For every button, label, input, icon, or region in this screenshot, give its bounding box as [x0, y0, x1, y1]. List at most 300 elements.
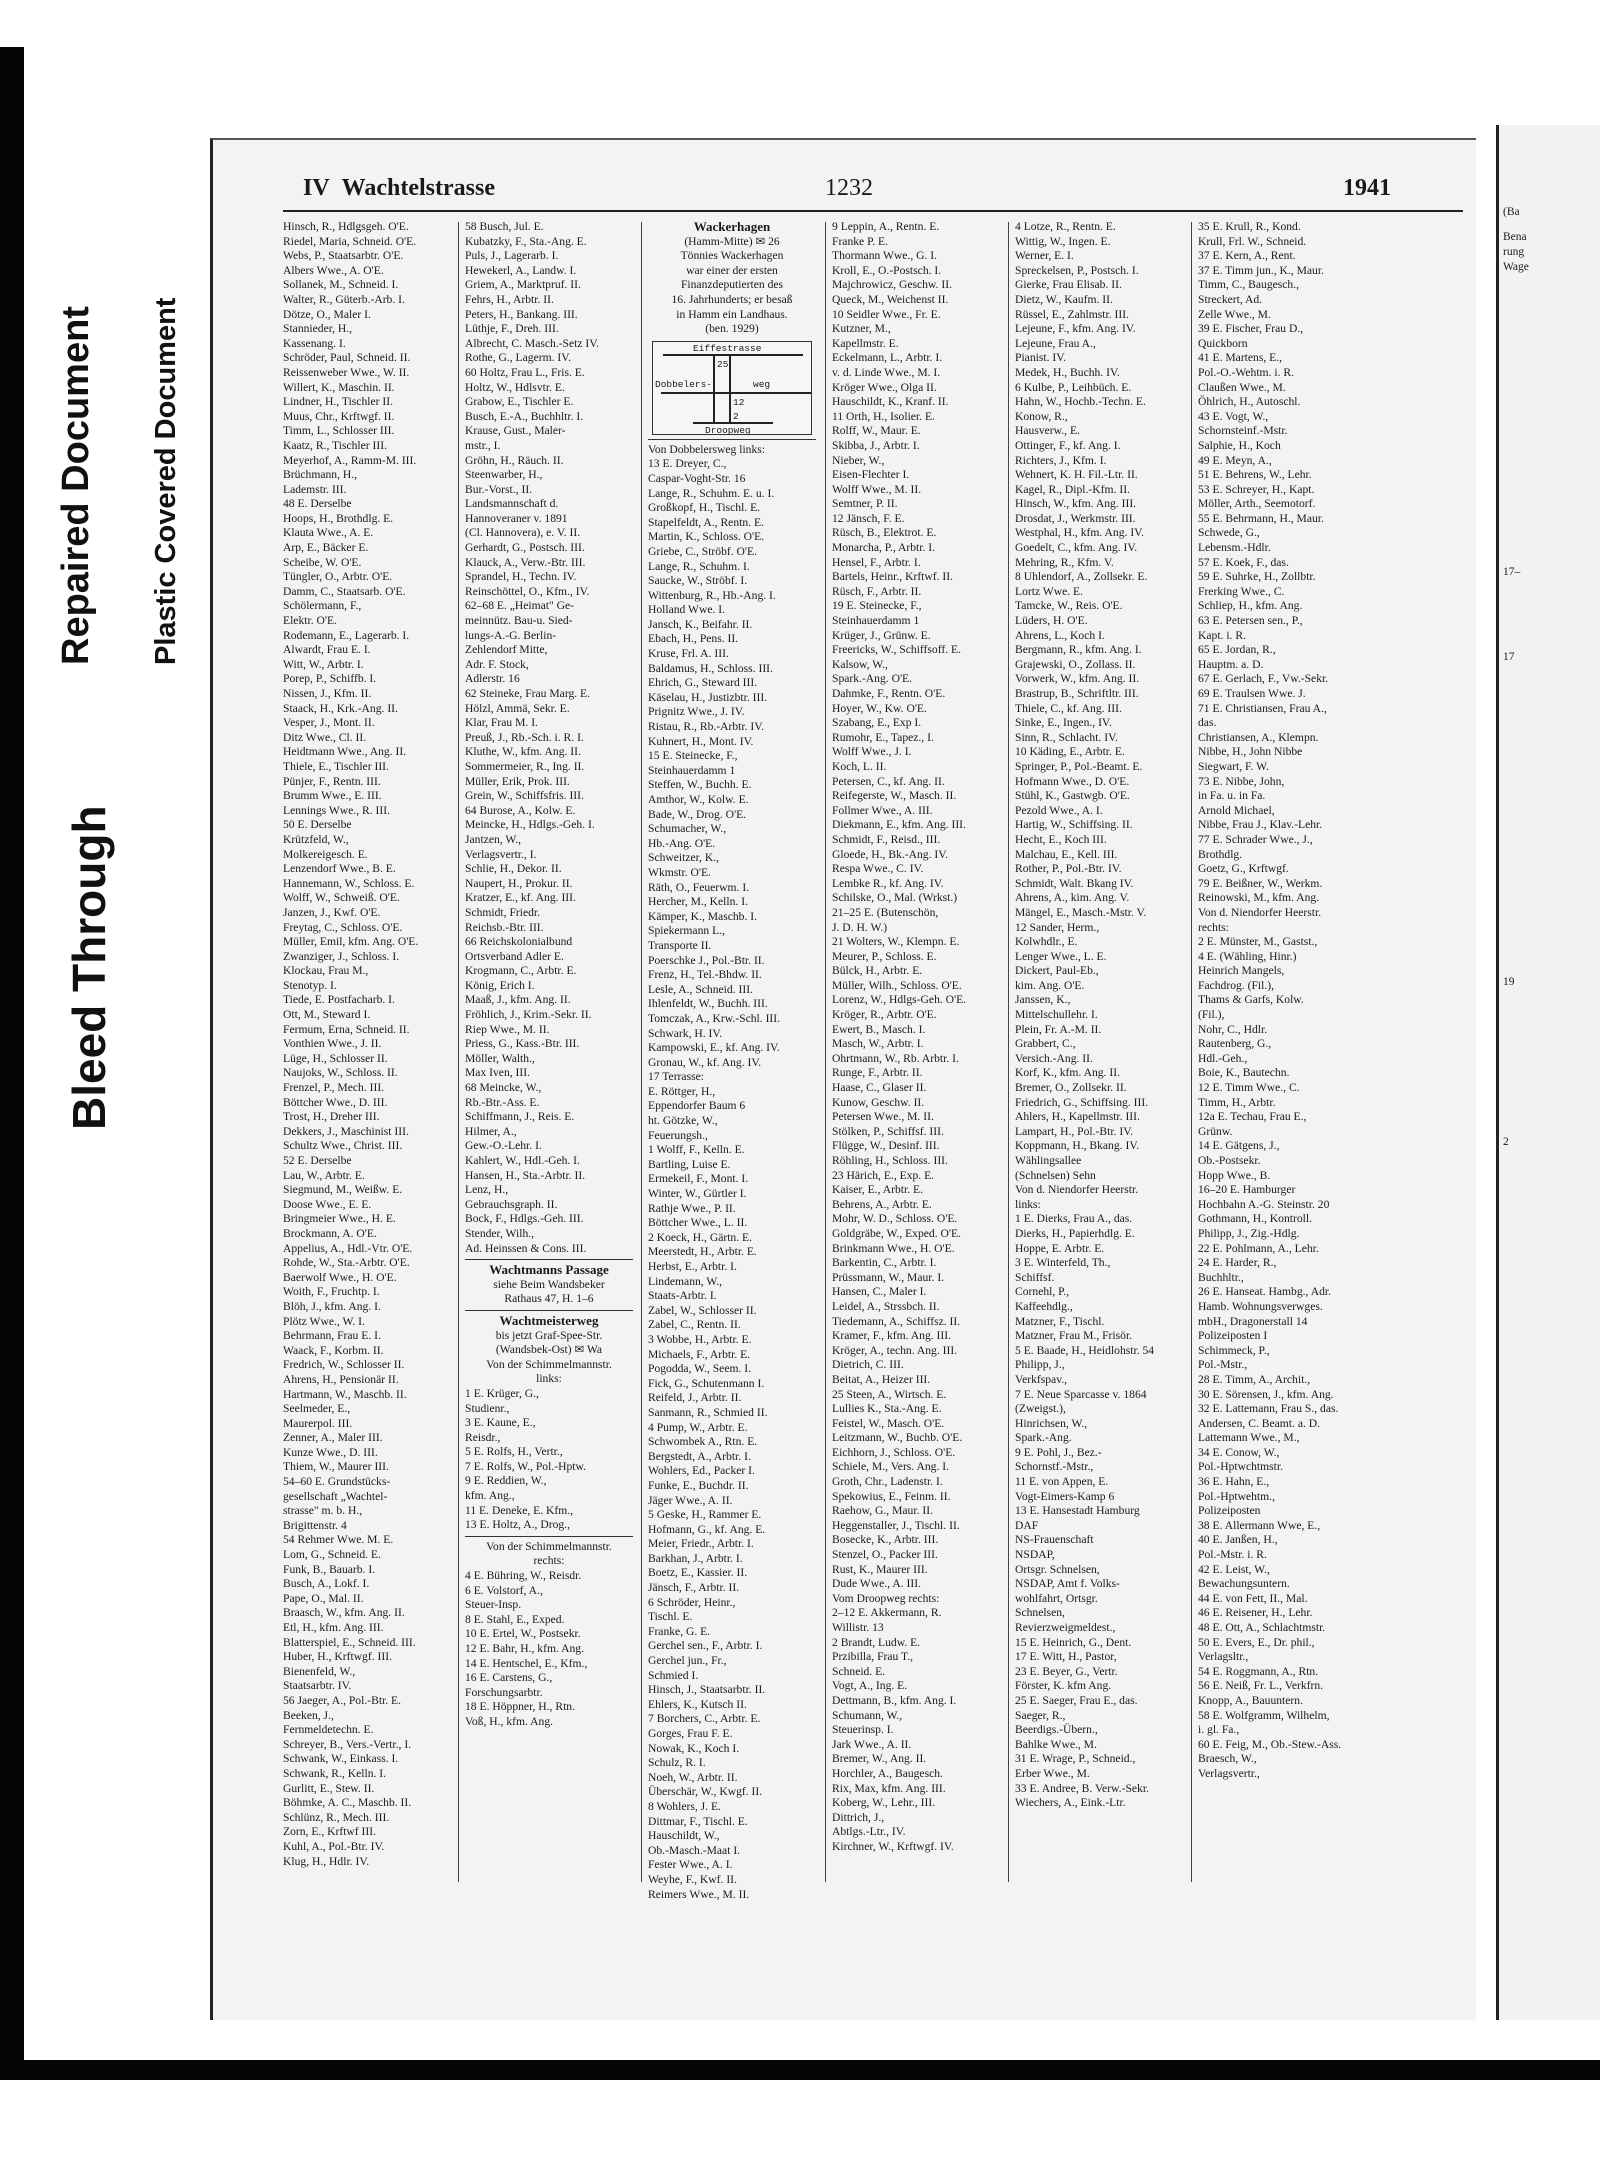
directory-entry: Fick, G., Schutenmann I. [648, 1376, 765, 1390]
directory-entry: Hewekerl, A., Landw. I. [465, 263, 577, 277]
next-page-fragment: rung [1503, 246, 1525, 258]
directory-entry: Maurerpol. III. [283, 1416, 353, 1430]
directory-entry: Willistr. 13 [832, 1621, 884, 1634]
directory-entry: Raehow, G., Maur. II. [832, 1504, 933, 1518]
directory-entry: Rüsch, B., Elektrot. E. [832, 526, 937, 540]
directory-entry: Schröder, Paul, Schneid. II. [283, 351, 411, 365]
directory-entry: Franke P. E. [832, 234, 889, 248]
directory-entry: 1 Wolff, F., Kelln. E. [648, 1143, 745, 1157]
directory-entry: Bremer, O., Zollsekr. II. [1015, 1081, 1127, 1095]
directory-entry: Dahmke, F., Rentn. O'E. [832, 687, 946, 700]
directory-entry: Steinhauerdamm 1 [832, 614, 920, 628]
directory-entry: Schölermann, F., [283, 599, 362, 613]
directory-entry: 4 Lotze, R., Rentn. E. [1015, 220, 1116, 233]
directory-entry: Fermum, Erna, Schneid. II. [283, 1022, 410, 1036]
column-divider [1191, 222, 1192, 1882]
directory-entry: Baldamus, H., Schloss. III. [648, 661, 773, 675]
directory-entry: Lom, G., Schneid. E. [283, 1548, 381, 1562]
directory-entry: Steffen, W., Buchh. E. [648, 778, 752, 792]
directory-entry: Hochbahn A.-G. Steinstr. 20 [1198, 1197, 1330, 1211]
directory-entry: Bade, W., Drog. O'E. [648, 807, 747, 821]
directory-entry: 4 E. Bühring, W., Reisdr. [465, 1569, 582, 1583]
directory-entry: Kröger, A., techn. Ang. III. [832, 1343, 958, 1357]
directory-entry: Steenwarber, H., [465, 468, 543, 482]
directory-entry: Käselau, H., Justizbtr. III. [648, 690, 768, 704]
directory-entry: Schwank, W., Einkass. I. [283, 1752, 399, 1766]
directory-entry: Lenger Wwe., L. E. [1015, 949, 1107, 963]
header-street: Wachtelstrasse [341, 175, 495, 201]
box-line: Tönnies Wackerhagen [680, 249, 784, 263]
box-line: 16. Jahrhunderts; er besaß [671, 292, 793, 306]
directory-entry: Hamb. Wohnungsverwges. [1198, 1299, 1323, 1313]
directory-entry: 6 E. Volstorf, A., [465, 1583, 543, 1597]
directory-entry: Michaels, F., Arbtr. E. [648, 1347, 751, 1361]
directory-entry: Elektr. O'E. [283, 614, 337, 628]
directory-entry: Rüsch, F., Arbtr. II. [832, 584, 922, 598]
directory-entry: Poerschke J., Pol.-Btr. II. [648, 953, 765, 967]
directory-entry: Nissen, J., Kfm. II. [283, 687, 372, 700]
directory-entry: Etl, H., kfm. Ang. III. [283, 1621, 384, 1634]
directory-entry: 66 Reichskolonialbund [465, 935, 573, 949]
directory-entry: Thiem, W., Maurer III. [283, 1460, 389, 1474]
directory-entry: Stölken, P., Schiffsf. III. [832, 1124, 944, 1138]
directory-entry: Bringmeier Wwe., H. E. [283, 1212, 396, 1226]
directory-entry: Ottinger, F., kf. Ang. I. [1015, 438, 1121, 452]
directory-entry: 12 E. Bahr, H., kfm. Ang. [465, 1642, 585, 1655]
directory-entry: Blöh, J., kfm. Ang. I. [283, 1299, 381, 1313]
directory-entry: 68 Meincke, W., [465, 1081, 542, 1095]
directory-entry: Kaffeehdlg., [1015, 1299, 1073, 1313]
column-divider [641, 222, 642, 1882]
directory-entry: Zwanziger, J., Schloss. I. [283, 949, 400, 963]
directory-entry: Griebe, C., Ströbf. O'E. [648, 544, 757, 558]
directory-entry: Dettmann, B., kfm. Ang. I. [832, 1693, 957, 1707]
directory-entry: Verlagsvertr., I. [465, 847, 537, 861]
directory-entry: Ott, M., Steward I. [283, 1008, 371, 1022]
directory-entry: 23 Härich, E., Exp. E. [832, 1168, 935, 1182]
directory-entry: Tamcke, W., Reis. O'E. [1015, 599, 1123, 613]
directory-entry: Gerchel sen., F., Arbtr. I. [648, 1639, 763, 1653]
directory-entry: Barkentin, C., Arbtr. I. [832, 1256, 937, 1270]
directory-entry: Hahn, W., Hochb.-Techn. E. [1015, 395, 1146, 409]
directory-entry: Lennings Wwe., R. III. [283, 803, 391, 817]
directory-entry: Freericks, W., Schiffsoff. E. [832, 643, 962, 657]
directory-entry: Schiffmann, J., Reis. E. [465, 1110, 575, 1124]
directory-entry: 11 Orth, H., Isolier. E. [832, 409, 935, 423]
directory-entry: Steuerinsp. I. [832, 1723, 894, 1737]
directory-entry: Reifeld, J., Arbtr. II. [648, 1391, 742, 1405]
directory-entry: Medek, H., Buchh. IV. [1015, 365, 1120, 379]
column-divider [1008, 222, 1009, 1882]
directory-entry: Brumm Wwe., E. III. [283, 789, 382, 803]
directory-entry: Tomczak, A., Krw.-Schl. III. [648, 1011, 781, 1025]
directory-entry: Springer, P., Pol.-Beamt. E. [1015, 759, 1143, 773]
directory-entry: Transporte II. [648, 938, 712, 952]
directory-entry: Ohrtmann, W., Rb. Arbtr. I. [832, 1051, 959, 1065]
directory-entry: Rother, P., Pol.-Btr. IV. [1015, 862, 1122, 876]
directory-entry: Albers Wwe., A. O'E. [283, 263, 384, 277]
directory-entry: Pogodda, W., Seem. I. [648, 1362, 752, 1376]
directory-entry: Monarcha, P., Arbtr. I. [832, 541, 936, 555]
directory-entry: 12a E. Techau, Frau E., [1198, 1110, 1307, 1124]
directory-entry: Krull, Frl. W., Schneid. [1198, 234, 1307, 248]
directory-entry: 17 Terrasse: [648, 1070, 704, 1084]
directory-entry: Zabel, W., Schlosser II. [648, 1303, 757, 1317]
directory-entry: Zorn, E., Krftwf III. [283, 1825, 377, 1839]
directory-entry: Schumacher, W., [648, 822, 727, 836]
directory-entry: 4 Pump, W., Arbtr. E. [648, 1420, 748, 1434]
directory-entry: Großkopf, H., Tischl. E. [648, 501, 761, 515]
directory-entry: Bahlke Wwe., M. [1015, 1737, 1097, 1751]
directory-entry: 35 E. Krull, R., Kond. [1198, 220, 1301, 233]
directory-entry: Wolff, W., Schweiß. O'E. [283, 891, 400, 905]
box-rule [465, 1259, 633, 1260]
directory-entry: Dierks, H., Papierhdlg. E. [1015, 1226, 1135, 1240]
directory-entry: Dude Wwe., A. III. [832, 1577, 921, 1591]
directory-entry: König, Erich I. [465, 978, 535, 992]
directory-entry: 73 E. Nibbe, John, [1198, 774, 1285, 788]
directory-entry: Bienenfeld, W., [283, 1664, 356, 1678]
section-number: IV [303, 175, 330, 201]
directory-entry: Nibbe, H., John Nibbe [1198, 745, 1303, 759]
directory-entry: Werner, E. I. [1015, 249, 1074, 263]
scan-left-border [0, 47, 24, 2077]
directory-entry: Schweitzer, K., [648, 851, 720, 865]
directory-entry: 71 E. Christiansen, Frau A., [1198, 701, 1327, 715]
directory-entry: 7 E. Neue Sparcasse v. 1864 [1015, 1387, 1147, 1401]
directory-entry: Rust, K., Maurer III. [832, 1562, 928, 1576]
directory-entry: Verlagsvertr., [1198, 1766, 1260, 1780]
directory-entry: Horchler, A., Baugesch. [832, 1766, 943, 1780]
directory-entry: Ewert, B., Masch. I. [832, 1022, 926, 1036]
directory-entry: Janzen, J., Kwf. O'E. [283, 905, 381, 919]
directory-entry: Przibilla, Frau T., [832, 1650, 914, 1664]
directory-entry: Hinsch, W., kfm. Ang. III. [1015, 497, 1137, 511]
directory-entry: Brigittenstr. 4 [283, 1518, 347, 1532]
directory-entry: Kruse, Frl. A. III. [648, 647, 729, 661]
directory-entry: Timm, H., Arbtr. [1198, 1095, 1276, 1109]
directory-entry: Stapelfeldt, A., Rentn. E. [648, 515, 764, 529]
directory-entry: Reissenweber Wwe., W. II. [283, 365, 410, 379]
directory-entry: Haase, C., Glaser II. [832, 1081, 927, 1095]
directory-entry: gesellschaft „Wachtel- [283, 1489, 388, 1503]
directory-entry: 5 E. Rolfs, H., Vertr., [465, 1445, 563, 1459]
directory-entry: Forschungsarbtr. [465, 1685, 543, 1699]
directory-entry: Holtz, W., Hdlsvtr. E. [465, 380, 565, 394]
directory-entry: Hilmer, A., [465, 1124, 517, 1138]
directory-entry: Schlie, H., Dekor. II. [465, 862, 562, 876]
directory-entry: Rautenberg, G., [1198, 1037, 1272, 1051]
directory-entry: Frenzel, P., Mech. III. [283, 1081, 385, 1095]
directory-entry: Drosdat, J., Werkmstr. III. [1015, 511, 1136, 525]
column-5 [1015, 220, 1183, 1811]
box-line: (ben. 1929) [705, 322, 759, 336]
directory-entry: Nowak, K., Koch I. [648, 1741, 740, 1755]
directory-entry: Baerwolf Wwe., H. O'E. [283, 1270, 397, 1284]
next-page-fragment: (Ba [1503, 206, 1520, 218]
directory-entry: Kunow, Geschw. II. [832, 1095, 925, 1109]
directory-entry: Rix, Max, kfm. Ang. III. [832, 1781, 946, 1795]
next-page-fragment: 17– [1503, 566, 1521, 578]
directory-entry: Zenner, A., Maler III. [283, 1431, 383, 1445]
directory-entry: Wkmstr. O'E. [648, 865, 711, 879]
directory-entry: Siegwart, F. W. [1198, 759, 1269, 773]
directory-entry: (Zweigst.), [1015, 1402, 1066, 1416]
directory-entry: Knopp, A., Bauuntern. [1198, 1693, 1303, 1707]
directory-entry: Müller, Wilh., Schloss. O'E. [832, 978, 962, 992]
directory-entry: 39 E. Fischer, Frau D., [1198, 322, 1304, 336]
directory-entry: Rumohr, E., Tapez., I. [832, 730, 934, 744]
directory-entry: Griem, A., Marktpruf. II. [465, 278, 581, 292]
directory-entry: Thiele, C., kf. Ang. III. [1015, 701, 1122, 715]
directory-entry: 1 E. Krüger, G., [465, 1386, 539, 1400]
directory-entry: 17 E. Witt, H., Pastor, [1015, 1650, 1117, 1664]
directory-entry: 59 E. Suhrke, H., Zollbtr. [1198, 570, 1316, 584]
directory-entry: Pezold Wwe., A. I. [1015, 803, 1103, 817]
directory-entry: 64 Burose, A., Kolw. E. [465, 803, 576, 817]
directory-entry: Preuß, J., Rb.-Sch. i. R. I. [465, 730, 584, 744]
directory-entry: Hartig, W., Schiffsing. II. [1015, 818, 1133, 832]
directory-entry: Diekmann, E., kfm. Ang. III. [832, 818, 966, 832]
directory-entry: 31 E. Wrage, P., Schneid., [1015, 1752, 1136, 1766]
directory-entry: 3 E. Winterfeld, Th., [1015, 1256, 1111, 1270]
map-road [713, 354, 715, 424]
directory-entry: Bock, F., Hdlgs.-Geh. III. [465, 1212, 584, 1226]
directory-entry: Lejeune, Frau A., [1015, 336, 1096, 350]
directory-entry: 22 E. Pohlmann, A., Lehr. [1198, 1241, 1319, 1255]
directory-entry: Hannoveraner v. 1891 [465, 511, 568, 525]
directory-entry: 50 E. Derselbe [283, 818, 352, 832]
directory-entry: Plein, Fr. A.-M. II. [1015, 1022, 1102, 1036]
directory-entry: Ortsgr. Schnelsen, [1015, 1562, 1100, 1576]
directory-entry: Woith, F., Fruchtp. I. [283, 1285, 380, 1299]
directory-entry: Thams & Garfs, Kolw. [1198, 993, 1304, 1007]
directory-entry: Feistel, W., Masch. O'E. [832, 1416, 945, 1430]
directory-entry: 13 E. Dreyer, C., [648, 457, 727, 471]
directory-entry: Tiedemann, A., Schiffsz. II. [832, 1314, 961, 1328]
directory-entry: E. Röttger, H., [648, 1084, 716, 1098]
directory-entry: Revierzweigmeldest., [1015, 1621, 1116, 1634]
box-title-wachtmanns-passage: Wachtmanns Passage [489, 1263, 609, 1278]
directory-entry: 50 E. Evers, E., Dr. phil., [1198, 1635, 1315, 1649]
directory-entry: Gorges, Frau F. E. [648, 1727, 733, 1740]
directory-entry: Reichsb.-Btr. III. [465, 920, 544, 934]
map-label-droopweg: Droopweg [705, 424, 751, 436]
directory-entry: Lange, R., Schuhm. I. [648, 559, 750, 573]
directory-entry: Zehlendorf Mitte, [465, 643, 548, 657]
directory-entry: Hinsch, J., Staatsarbtr. II. [648, 1683, 766, 1697]
directory-entry: Winter, W., Gürtler I. [648, 1187, 747, 1201]
directory-entry: Muus, Chr., Krftwgf. II. [283, 409, 395, 423]
directory-entry: Eichhorn, J., Schloss. O'E. [832, 1445, 956, 1459]
directory-entry: links: [1015, 1197, 1041, 1211]
directory-entry: Lortz Wwe. E. [1015, 584, 1084, 598]
directory-entry: 14 E. Gätgens, J., [1198, 1139, 1280, 1153]
directory-entry: 62 Steineke, Frau Marg. E. [465, 687, 591, 700]
directory-entry: 56 Jaeger, A., Pol.-Btr. E. [283, 1693, 402, 1707]
directory-entry: Schneid. E. [832, 1664, 886, 1678]
directory-entry: Schreyer, B., Vers.-Vertr., I. [283, 1737, 412, 1751]
directory-entry: Hoppe, E. Arbtr. E. [1015, 1241, 1105, 1255]
directory-entry: Schmidt, F., Reisd., III. [832, 832, 941, 846]
directory-entry: Riedel, Maria, Schneid. O'E. [283, 234, 417, 248]
directory-entry: Flügge, W., Desinf. III. [832, 1139, 940, 1153]
next-page-fragment: Bena [1503, 231, 1527, 243]
directory-entry: Kramer, F., kfm. Ang. III. [832, 1329, 952, 1343]
directory-entry: Dietz, W., Kaufm. II. [1015, 292, 1113, 306]
directory-entry: Doose Wwe., E. E. [283, 1197, 372, 1211]
directory-entry: NSDAP, [1015, 1548, 1055, 1562]
directory-entry: 2 E. Münster, M., Gastst., [1198, 935, 1318, 949]
directory-entry: 54 Rehmer Wwe. M. E. [283, 1533, 394, 1547]
directory-entry: 9 E. Reddien, W., [465, 1474, 547, 1488]
directory-entry: Ortsverband Adler E. [465, 949, 564, 963]
directory-entry: Meier, Friedr., Arbtr. I. [648, 1537, 754, 1551]
directory-entry: Schlünz, R., Mech. III. [283, 1810, 390, 1824]
directory-entry: Webs, P., Staatsarbtr. O'E. [283, 249, 404, 263]
directory-entry: Von Dobbelersweg links: [648, 442, 766, 456]
directory-entry: NSDAP, Amt f. Volks- [1015, 1577, 1120, 1591]
directory-entry: lungs-A.-G. Berlin- [465, 628, 557, 642]
directory-entry: 33 E. Andree, B. Verw.-Sekr. [1015, 1781, 1149, 1795]
directory-entry: Ad. Heinssen & Cons. III. [465, 1241, 587, 1255]
directory-entry: Albrecht, C. Masch.-Setz IV. [465, 336, 600, 350]
directory-entry: Reinschöttel, O., Kfm., IV. [465, 584, 590, 598]
directory-entry: Petersen Wwe., M. II. [832, 1110, 934, 1124]
directory-entry: Thiele, E., Tischler III. [283, 759, 389, 773]
directory-entry: 40 E. Janßen, H., [1198, 1533, 1278, 1547]
directory-entry: das. [1198, 716, 1217, 730]
directory-entry: Adr. F. Stock, [465, 657, 529, 671]
directory-entry: Lampart, H., Pol.-Btr. IV. [1015, 1124, 1133, 1138]
directory-entry: Staats-Arbtr. I. [648, 1289, 717, 1303]
directory-entry: 79 E. Beißner, W., Werkm. [1198, 876, 1323, 890]
directory-entry: Bur.-Vorst., II. [465, 482, 533, 496]
directory-entry: Lademstr. III. [283, 482, 347, 496]
directory-entry: Arp, E., Bäcker E. [283, 541, 369, 555]
directory-entry: Ob.-Masch.-Maat I. [648, 1843, 741, 1857]
directory-entry: Riep Wwe., M. II. [465, 1022, 550, 1036]
directory-entry: 42 E. Leist, W., [1198, 1562, 1270, 1576]
directory-entry: Martin, K., Schloss. O'E. [648, 530, 765, 544]
directory-entry: Meurer, P., Schloss. E. [832, 949, 937, 963]
directory-entry: Müller, Erik, Prok. III. [465, 774, 570, 788]
map-label-weg: weg [753, 378, 771, 390]
directory-entry: Jark Wwe., A. II. [832, 1737, 912, 1751]
directory-entry: Gierke, Frau Elisab. II. [1015, 278, 1122, 292]
directory-entry: 65 E. Jordan, R., [1198, 643, 1276, 657]
map-road [729, 354, 731, 424]
directory-entry: 41 E. Martens, E., [1198, 351, 1283, 365]
directory-entry: Verkfspav., [1015, 1372, 1068, 1386]
directory-entry: Schmidt, Walt. Bkang IV. [1015, 876, 1134, 890]
directory-entry: 12 Jänsch, F. E. [832, 511, 905, 525]
box-rule [465, 1310, 633, 1311]
directory-entry: Fredrich, W., Schlosser II. [283, 1358, 405, 1372]
directory-entry: Lullies K., Sta.-Ang. E. [832, 1402, 942, 1416]
directory-entry: Seelmeder, E., [283, 1402, 351, 1416]
directory-entry: Kolwhdlr., E. [1015, 935, 1078, 949]
next-page-edge [1496, 125, 1600, 2020]
header-year: 1941 [1343, 175, 1391, 201]
directory-entry: Schwombek A., Rtn. E. [648, 1435, 758, 1449]
directory-entry: Wolff Wwe., J. I. [832, 745, 912, 759]
directory-entry: 58 Busch, Jul. E. [465, 220, 544, 233]
directory-entry: Runge, F., Arbtr. II. [832, 1066, 923, 1080]
directory-entry: 9 E. Pohl, J., Bez.- [1015, 1445, 1102, 1459]
next-page-fragment: 2 [1503, 1136, 1509, 1148]
directory-entry: Gronau, W., kf. Ang. IV. [648, 1055, 762, 1069]
directory-entry: 48 E. Derselbe [283, 497, 352, 511]
directory-entry: 2–12 E. Akkermann, R. [832, 1606, 942, 1620]
directory-entry: Plötz Wwe., W. I. [283, 1314, 365, 1328]
directory-entry: 8 Wohlers, J. E. [648, 1799, 721, 1813]
directory-entry: Grein, W., Schiffsfris. III. [465, 789, 584, 803]
directory-entry: Gew.-O.-Lehr. I. [465, 1139, 542, 1153]
directory-entry: Erber Wwe., M. [1015, 1766, 1090, 1780]
directory-entry: Bewachungsuntern. [1198, 1577, 1290, 1591]
directory-entry: 14 E. Hentschel, E., Kfm., [465, 1656, 588, 1670]
directory-entry: Staack, H., Krk.-Ang. II. [283, 701, 398, 715]
directory-entry: Kuhl, A., Pol.-Btr. IV. [283, 1839, 385, 1853]
directory-entry: Beeken, J., [283, 1708, 334, 1722]
directory-entry: Andersen, C. Beamt. a. D. [1198, 1416, 1321, 1430]
directory-entry: Sinke, E., Ingen., IV. [1015, 716, 1112, 730]
directory-entry: Goetz, G., Krftwgf. [1198, 862, 1289, 876]
directory-entry: Hauptm. a. D. [1198, 657, 1264, 671]
directory-entry: Hannemann, W., Schloss. E. [283, 876, 415, 890]
directory-entry: Wolff Wwe., M. II. [832, 482, 922, 496]
column-4 [832, 220, 1000, 1855]
directory-entry: Möller, Walth., [465, 1051, 535, 1065]
directory-entry: Schwede, G., [1198, 526, 1260, 540]
directory-entry: Dietrich, C. III. [832, 1358, 904, 1372]
directory-entry: Matzner, Frau M., Frisör. [1015, 1329, 1133, 1343]
map-label-dobbelersweg: Dobbelers- [655, 378, 713, 390]
directory-entry: 4 E. (Wähling, Hinr.) [1198, 949, 1297, 963]
directory-entry: 37 E. Timm jun., K., Maur. [1198, 263, 1324, 277]
directory-entry: Klug, H., Hdlr. IV. [283, 1854, 370, 1868]
directory-entry: 57 E. Koek, F., das. [1198, 555, 1289, 569]
directory-entry: Queck, M., Weichenst II. [832, 292, 949, 306]
column-divider [458, 222, 459, 1882]
directory-entry: 3 E. Kaune, E., [465, 1416, 536, 1430]
directory-entry: Waack, F., Korbm. II. [283, 1343, 384, 1357]
directory-entry: 10 E. Ertel, W., Postsekr. [465, 1627, 581, 1641]
directory-entry: Molkereigesch. E. [283, 847, 368, 861]
directory-entry: Stender, Wilh., [465, 1226, 535, 1240]
directory-entry: Dittmar, F., Tischl. E. [648, 1814, 748, 1828]
directory-entry: Priess, G., Kass.-Btr. III. [465, 1037, 580, 1051]
directory-entry: Wittenburg, R., Hb.-Ang. I. [648, 588, 776, 602]
directory-entry: 46 E. Reisener, H., Lehr. [1198, 1606, 1313, 1620]
map-house-number: 12 [733, 396, 745, 408]
directory-entry: 21–25 E. (Butenschön, [832, 905, 939, 919]
directory-entry: Hoops, H., Brothdlg. E. [283, 511, 394, 525]
directory-entry: Malchau, E., Kell. III. [1015, 847, 1118, 861]
directory-entry: Mittelschullehr. I. [1015, 1008, 1098, 1022]
directory-entry: Pünjer, F., Rentn. III. [283, 774, 381, 788]
directory-entry: Brockmann, A. O'E. [283, 1226, 377, 1240]
directory-entry: 60 Holtz, Frau L., Fris. E. [465, 365, 585, 379]
directory-entry: Lenzendorf Wwe., B. E. [283, 862, 396, 876]
directory-entry: Grajewski, O., Zollass. II. [1015, 657, 1136, 671]
directory-entry: Ehlers, K., Kutsch II. [648, 1697, 747, 1711]
directory-entry: Schiffsf. [1015, 1270, 1055, 1284]
directory-entry: Behrmann, Frau E. I. [283, 1329, 381, 1343]
directory-entry: Masch, W., Arbtr. I. [832, 1037, 924, 1051]
directory-entry: Ahrens, L., Koch I. [1015, 628, 1105, 642]
